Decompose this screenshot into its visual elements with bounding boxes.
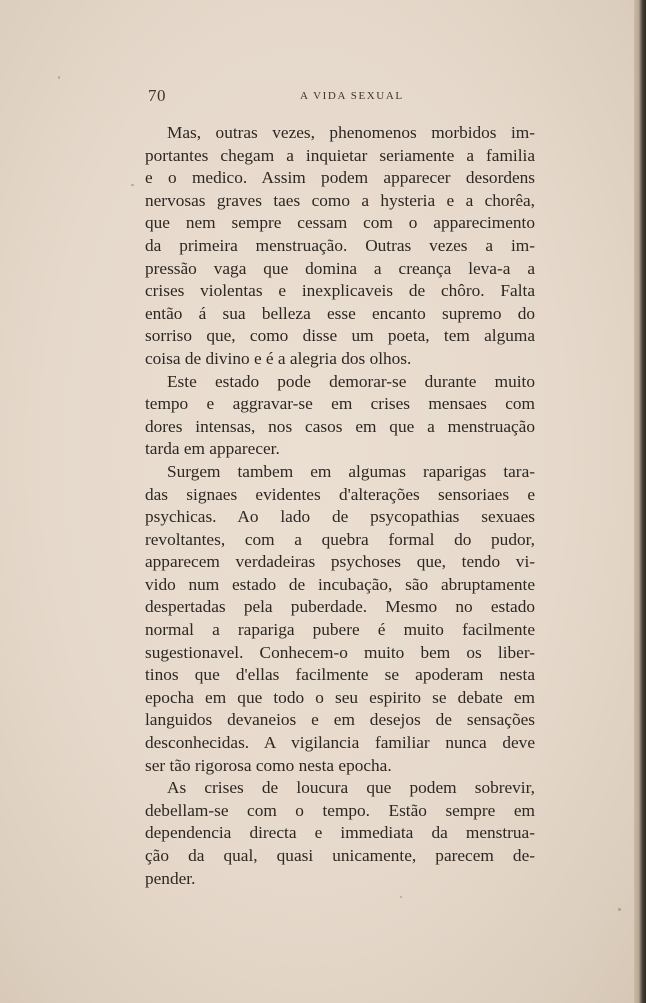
text-line: debellam-se com o tempo. Estão sempre em [145, 800, 535, 820]
text-line: portantes chegam a inquietar seriamente a familia [145, 145, 535, 165]
text-line: coisa de divino e é a alegria dos olhos. [145, 348, 412, 368]
running-head [148, 86, 536, 110]
text-line: psychicas. Ao lado de psycopathias sexuaes [145, 507, 535, 527]
running-head-title: A VIDA SEXUAL [300, 90, 404, 102]
text-line: nervosas graves taes como a hysteria e a chorêa, [145, 190, 535, 210]
text-line: languidos devaneios e em desejos de sensações [145, 710, 535, 730]
text-line: ser tão rigorosa como nesta epocha. [145, 755, 392, 775]
paragraph [145, 461, 535, 777]
paper-speck [400, 896, 402, 898]
text-line: apparecem verdadeiras psychoses que, tendo vi- [145, 552, 535, 572]
text-line: então á sua belleza esse encanto supremo do [145, 303, 535, 323]
text-line: Mas, outras vezes, phenomenos morbidos im- [167, 123, 535, 142]
page-number: 70 [148, 86, 166, 105]
paragraph [145, 122, 535, 371]
body-text [145, 122, 535, 890]
text-line: crises violentas e inexplicaveis de chôro. Falta [145, 281, 535, 301]
paper-speck [131, 184, 134, 186]
text-line: normal a rapariga pubere é muito facilmente [145, 620, 535, 640]
text-line: dependencia directa e immediata da menstrua- [145, 823, 535, 843]
text-line: As crises de loucura que podem sobrevir, [167, 778, 535, 798]
text-line: pressão vaga que domina a creança leva-a a [145, 258, 535, 278]
text-line: tinos que d'ellas facilmente se apoderam nesta [145, 665, 535, 685]
paper-speck [58, 76, 60, 79]
paragraph [145, 777, 535, 890]
text-line: sorriso que, como disse um poeta, tem alguma [145, 326, 535, 346]
text-line: tarda em apparecer. [145, 439, 280, 459]
text-line: ção da qual, quasi unicamente, parecem de- [145, 846, 535, 865]
text-line: que nem sempre cessam com o apparecimento [145, 213, 535, 233]
text-line: epocha em que todo o seu espirito se debate em [145, 687, 535, 707]
text-line: e o medico. Assim podem apparecer desordens [145, 168, 535, 188]
text-line: revoltantes, com a quebra formal do pudor, [145, 529, 535, 549]
text-line: despertadas pela puberdade. Mesmo no estado [145, 597, 535, 617]
text-line: desconhecidas. A vigilancia familiar nunca deve [145, 733, 535, 753]
page-edge [634, 0, 646, 1003]
text-line: vido num estado de incubação, são abruptamente [145, 574, 535, 594]
text-line: tempo e aggravar-se em crises mensaes com [145, 394, 535, 414]
text-line: das signaes evidentes d'alterações sensoriaes e [145, 484, 535, 504]
paragraph [145, 371, 535, 461]
text-line: da primeira menstruação. Outras vezes a im- [145, 235, 535, 255]
text-line: pender. [145, 868, 196, 888]
text-line: dores intensas, nos casos em que a menstruação [145, 416, 535, 436]
text-line: Surgem tambem em algumas raparigas tara- [167, 461, 535, 481]
text-line: Este estado pode demorar-se durante muito [167, 371, 535, 391]
paper-speck [618, 908, 621, 911]
text-line: sugestionavel. Conhecem-o muito bem os liber- [145, 642, 535, 662]
